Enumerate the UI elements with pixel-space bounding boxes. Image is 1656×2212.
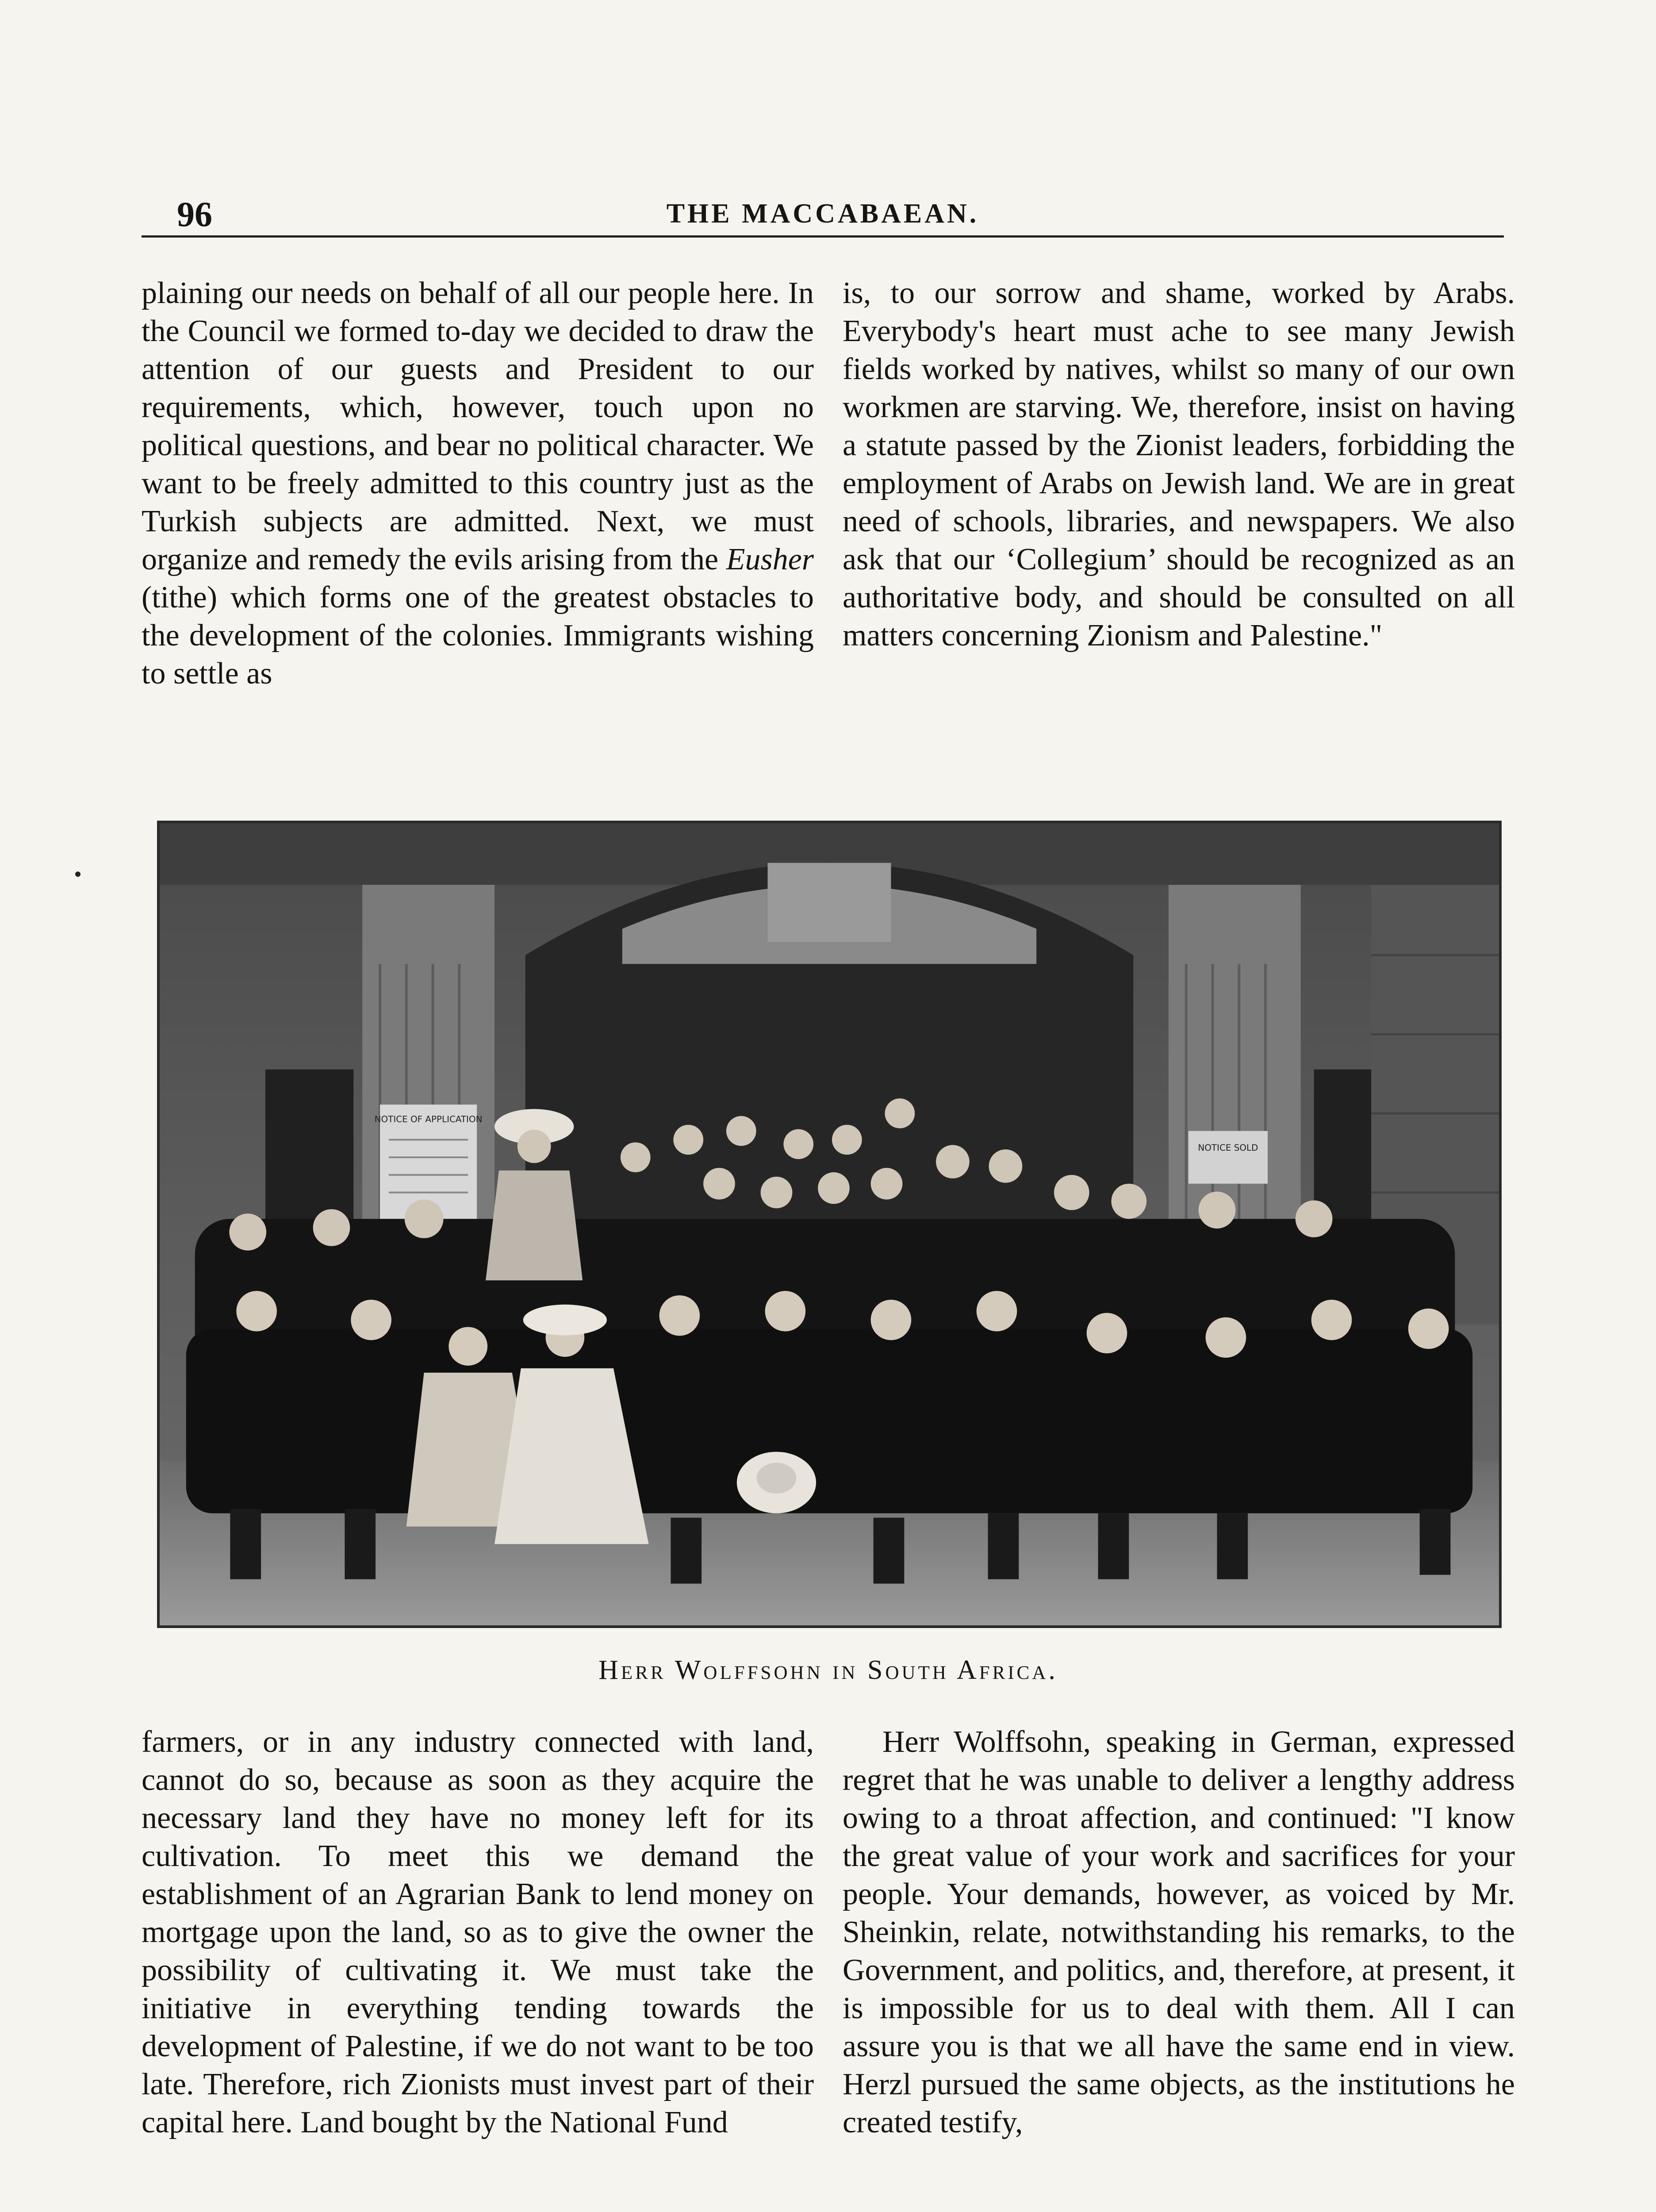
column-left-top (142, 274, 814, 693)
scan-mark (75, 872, 80, 877)
column-right-top (843, 274, 1515, 655)
photo-image (160, 823, 1499, 1625)
paragraph: is, to our sorrow and shame, worked by Arabs. Everybody's heart must ache to see many Jewish fields worked by natives, whilst so many of our own workmen are starving. We, therefore, insist on having a statute passed by the Zionist leaders, forbidding the employment of Arabs on Jewish land. We are in great need of schools, libraries, and newspapers. We also ask that our ‘Collegium’ should be recognized as an authoritative body, and should be consulted on all matters concerning Zionism and Palestine." (843, 276, 1515, 653)
paragraph: farmers, or in any industry connected with land, cannot do so, because as soon as they acquire the necessary land they have no money left for its cultivation. To meet this we demand the establishment of an Agrarian Bank to lend money on mortgage upon the land, so as to give the owner the possibility of cultivating it. We must take the initiative in everything tending towards the development of Palestine, if we do not want to be too late. Therefore, rich Zionists must invest part of their capital here. Land bought by the National Fund (142, 1725, 814, 2139)
running-title: THE MACCABAEAN. (666, 199, 979, 229)
page-number: 96 (177, 195, 212, 234)
photo-caption: Herr Wolffsohn in South Africa. (598, 1655, 1058, 1685)
paragraph: plaining our needs on behalf of all our people here. In the Council we formed to-day we decided to draw the attention of our guests and President to our requirements, which, however, touch upon no political questions, and bear no political character. We want to be freely admitted to this country just as the Turkish subjects are admitted. Next, we must organize and remedy the evils arising from the Eusher (tithe) which forms one of the greatest obstacles to the development of the colonies. Immigrants wishing to settle as (142, 276, 814, 691)
italic-term: Eusher (726, 542, 814, 576)
paragraph: Herr Wolffsohn, speaking in German, expressed regret that he was unable to deliver a lengthy address owing to a throat affection, and continued: "I know the great value of your work and sacrifices for your people. Your demands, however, as voiced by Mr. Sheinkin, relate, notwithstanding his remarks, to the Government, and politics, and, therefore, at present, it is impossible for us to deal with them. All I can assure you is that we all have the same end in view. Herzl pursued the same objects, as the institutions he created testify, (843, 1725, 1515, 2139)
column-right-bottom (843, 1723, 1515, 2142)
page-header (142, 195, 1504, 243)
group-photograph (157, 821, 1502, 1628)
notice-left-text: NOTICE OF APPLICATION (374, 1114, 483, 1125)
header-rule (142, 235, 1504, 238)
notice-right-text: NOTICE SOLD (1198, 1143, 1258, 1153)
column-left-bottom (142, 1723, 814, 2142)
